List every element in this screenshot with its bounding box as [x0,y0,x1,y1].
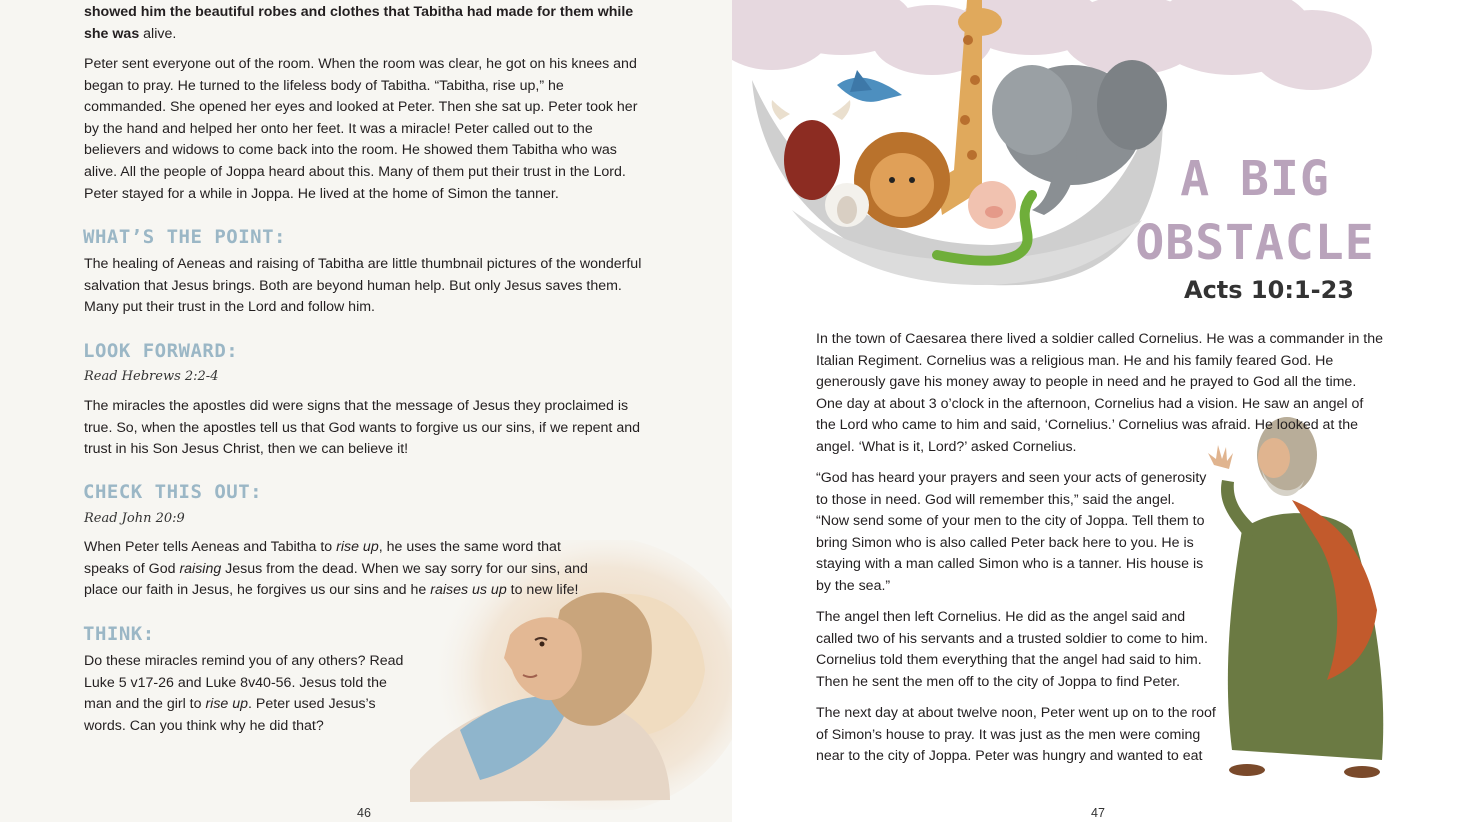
story-paragraph: Peter sent everyone out of the room. When the room was clear, he got on his knees and began to pray. He turned to the lifeless body of Tabitha. “Tabitha, rise up,” he commanded. She opened her eyes and looked at Peter. Then she sat up. Peter took her by the hand and helped her onto her feet. It was a miracle! Peter called out to the believers and widows to come back into the room. He showed them Tabitha who was alive. All the people of Joppa heard about this. Many of them put their trust in the Lord. Peter stayed for a while in Joppa. He lived at the home of Simon the tanner. [84,56,638,202]
page-number-right: 47 [1091,806,1105,820]
story-paragraph-4: The next day at about twelve noon, Peter went up on to the roof of Simon’s house to pray. It was just as the men were coming near to the city of Joppa. Peter was hungry and wanted to eat [816,705,1216,765]
think-heading: THINK: [83,623,155,645]
look-forward-reference: Read Hebrews 2:2-4 [84,369,219,384]
title-line-1: A BIG [1180,151,1330,207]
check-this-out-heading: CHECK THIS OUT: [83,481,263,503]
look-forward-heading: LOOK FORWARD: [83,340,239,362]
story-paragraph-2: “God has heard your prayers and seen your acts of generosity to those in need. God will remember this,” said the angel. “Now send some of your men to the city of Joppa. Tell them to bring Simon who is also called Peter back here to you. He is staying with a man called Simon who is a tanner. His house is by the sea.” [816,470,1207,594]
point-text: The healing of Aeneas and raising of Tabitha are little thumbnail pictures of the wonderful salvation that Jesus brings. Both are beyond human help. But only Jesus saves them. Many put their trust in the Lord and follow him. [84,256,642,316]
title-line-2: OBSTACLE [1135,215,1375,271]
think-text: Do these miracles remind you of any others? Read Luke 5 v17-26 and Luke 8v40-56. Jesus told the man and the girl to rise up. Peter used Jesus’s words. Can you think why he did that? [84,653,404,734]
cornelius-illustration [1202,410,1427,785]
check-this-out-reference: Read John 20:9 [84,511,185,526]
look-forward-text: The miracles the apostles did were signs that the message of Jesus they proclaimed is true. So, when the apostles tell us that God wants to forgive us our sins, if we repent and trust in his Son Jesus Christ, then we can believe it! [84,398,640,458]
point-heading: WHAT’S THE POINT: [83,226,286,248]
story-paragraph-1: In the town of Caesarea there lived a soldier called Cornelius. He was a commander in the Italian Regiment. Cornelius was a religious man. He and his family feared God. He generously gave his money away to people in need and he prayed to God all the time. One day at about 3 o’clock in the afternoon, Cornelius had a vision. He saw an angel of the Lord who came to him and said, ‘Cornelius.’ Cornelius was afraid. He looked at the angel. ‘What is it, Lord?’ asked Cornelius. [816,331,1384,455]
right-page [732,0,1464,822]
story-paragraph-3: The angel then left Cornelius. He did as the angel said and called two of his servants and a trusted soldier to come to him. Cornelius told them everything that the angel had said to him. Then he sent the men off to the city of Joppa to find Peter. [816,609,1208,690]
intro-text: showed him the beautiful robes and clothes that Tabitha had made for them while she was alive. [84,4,634,42]
check-this-out-text: When Peter tells Aeneas and Tabitha to rise up, he uses the same word that speaks of God raising Jesus from the dead. When we say sorry for our sins, and place our faith in Jesus, he forgives us our sins and he raises us up to new life! [84,539,588,599]
scripture-reference: Acts 10:1-23 [1184,276,1354,304]
page-number-left: 46 [357,806,371,820]
